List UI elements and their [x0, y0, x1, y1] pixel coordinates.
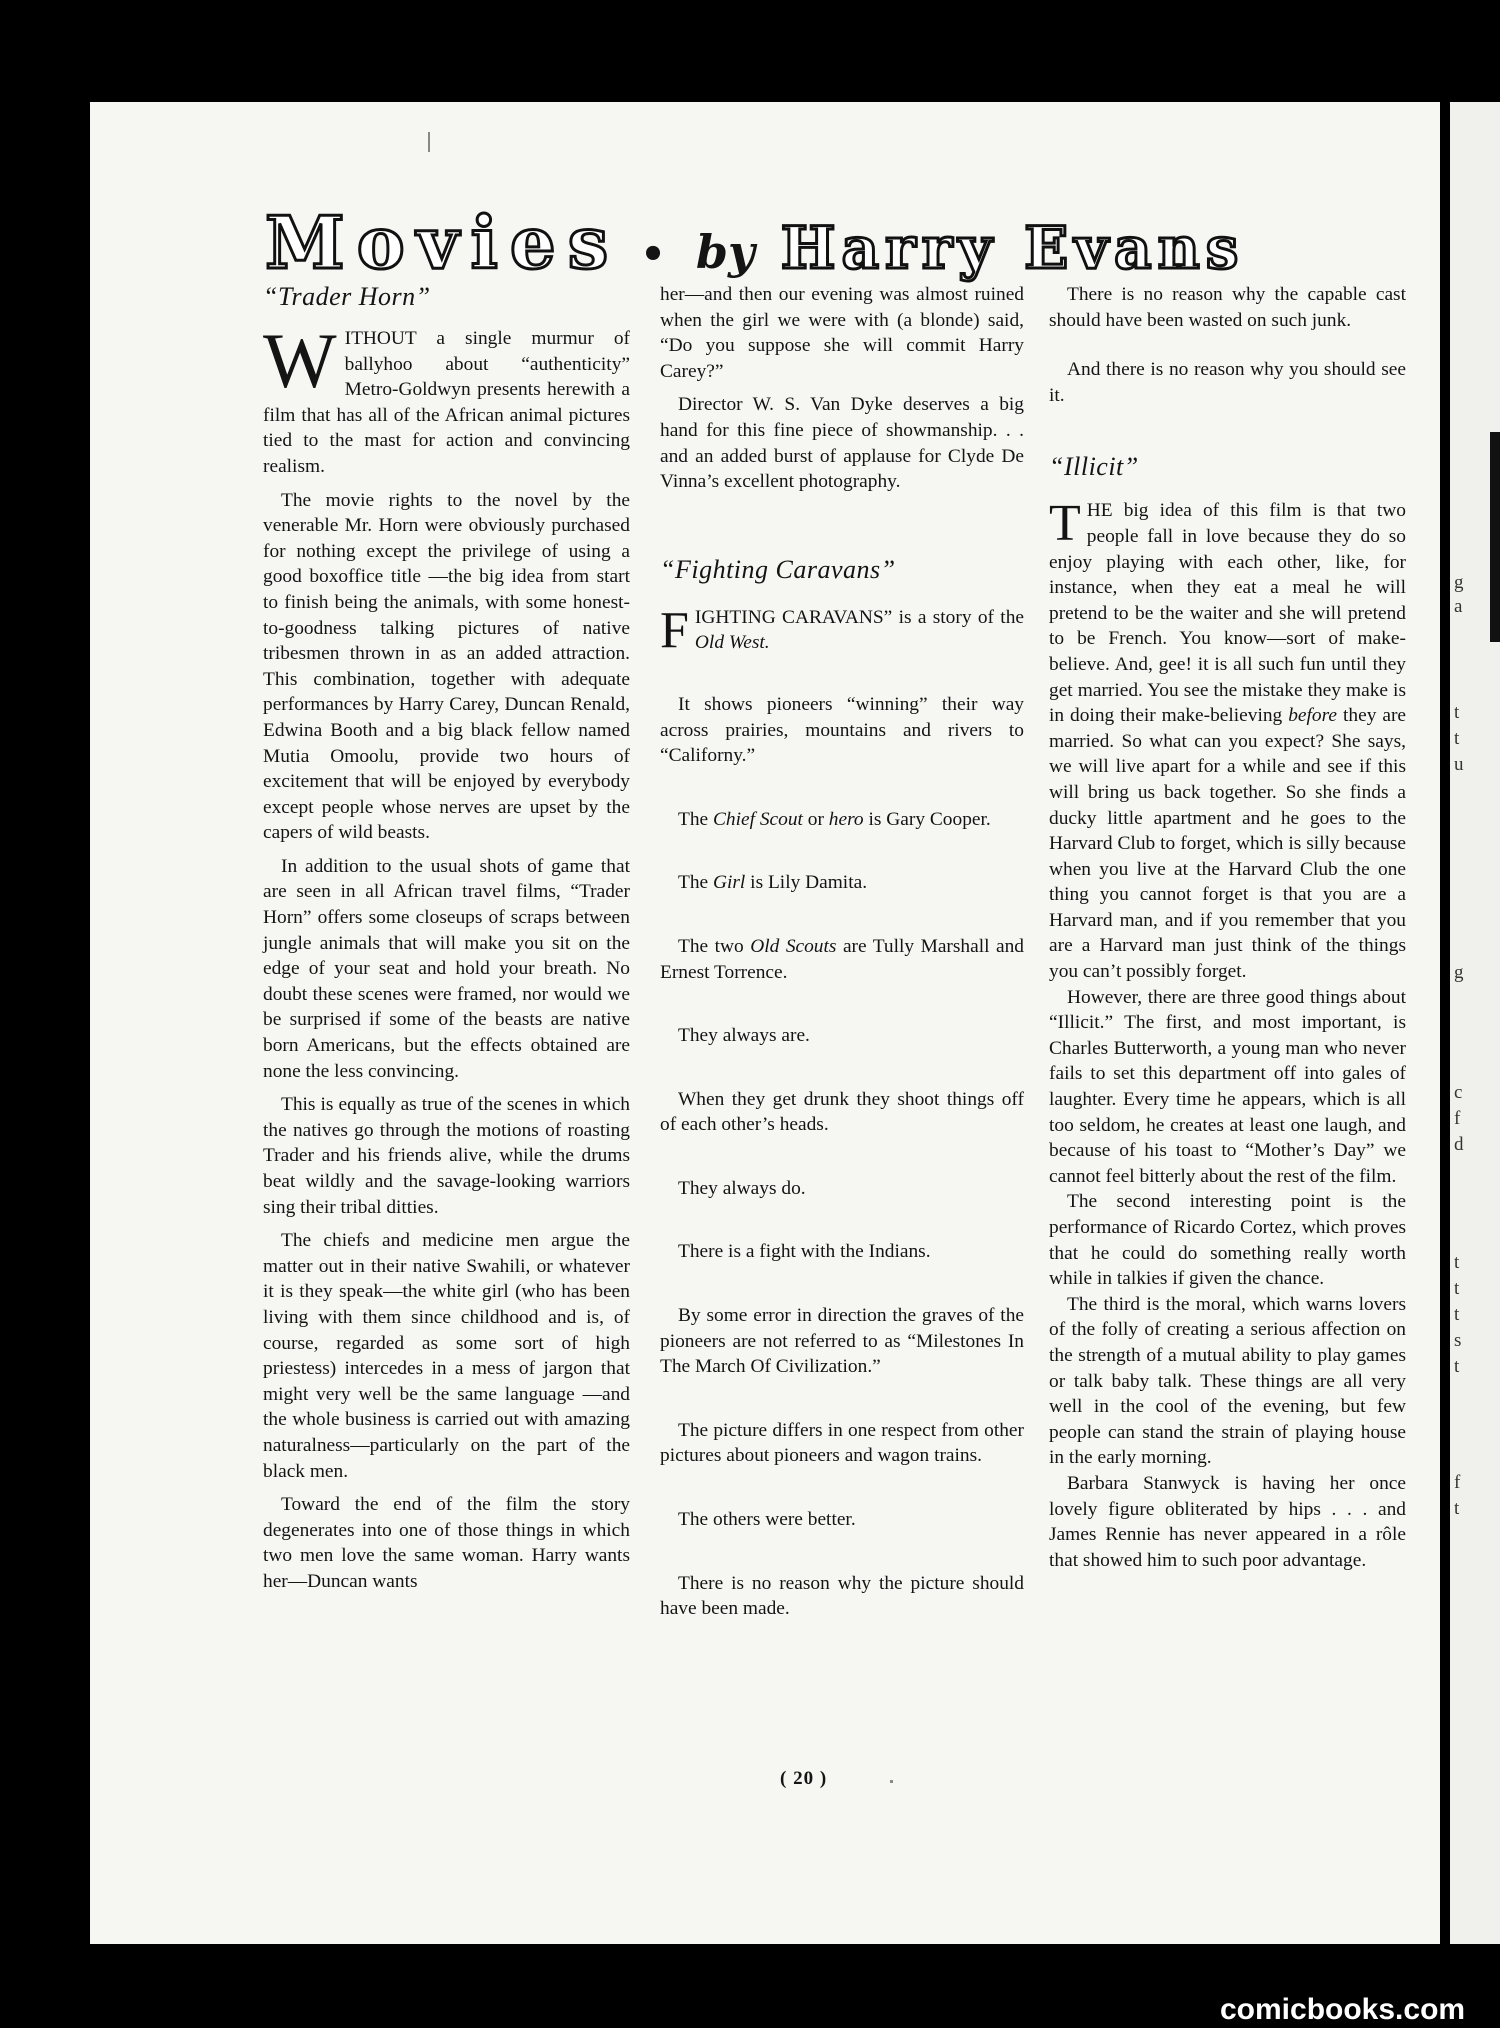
review-heading-illicit: “Illicit” — [1049, 452, 1139, 482]
adjacent-page-fragment: f — [1454, 1472, 1461, 1493]
page-number: ( 20 ) — [780, 1768, 828, 1789]
masthead-by: by — [695, 225, 755, 279]
paragraph: her—and then our evening was almost ruined when the girl we were with (a blonde) said, “Do you suppose she will commit Harry Carey?” — [660, 284, 1024, 382]
paragraph: And there is no reason why you should see it. — [1049, 359, 1406, 406]
paragraph: The Girl is Lily Damita. — [678, 872, 868, 894]
paragraph: There is no reason why the capable cast should have been wasted on such junk. — [1049, 284, 1406, 331]
paragraph: The two Old Scouts are Tully Marshall and Ernest Torrence. — [660, 935, 1025, 983]
adjacent-page-fragment: u — [1454, 754, 1464, 775]
paragraph: They always are. — [678, 1025, 810, 1047]
column-1 — [263, 282, 630, 1595]
adjacent-page-fragment: t — [1454, 1304, 1460, 1325]
paragraph: The Chief Scout or hero is Gary Cooper. — [678, 808, 991, 830]
adjacent-page-fragment: t — [1454, 1498, 1460, 1519]
paragraph: HE big idea of this film is that two people fall in love because they do so enjoy playing with each other, like, for instance, when they eat a meal he will pretend to be the waiter and she will pretend to be French. You know—sort of make-believe. And, gee! it is all such fun until they get married. You see the mistake they make is in doing their make-believing — [1049, 500, 1406, 727]
paragraph: They always do. — [678, 1177, 806, 1199]
paragraph: The second interesting point is the performance of Ricardo Cortez, which proves that he could do something really worth while in talkies if given the chance. — [1049, 1191, 1406, 1290]
paragraph: Barbara Stanwyck is having her once lovely figure obliterated by hips . . . and James Rennie has never appeared in a rôle that showed him to such poor advantage. — [1049, 1472, 1406, 1571]
adjacent-page-fragment: t — [1454, 1252, 1460, 1273]
paragraph: IGHTING CARAVANS” is a story of the — [694, 606, 1024, 628]
masthead-author: Harry Evans — [780, 214, 1245, 282]
paragraph: It shows pioneers “winning” their way across prairies, mountains and rivers to “Californy.” — [660, 693, 1024, 767]
masthead-dot: • — [640, 231, 666, 278]
paragraph: There is a fight with the Indians. — [678, 1241, 931, 1263]
adjacent-page-fragment: g — [1454, 962, 1464, 983]
emphasis: before — [1288, 705, 1338, 727]
drop-cap: T — [1049, 495, 1081, 553]
adjacent-page-fragment: t — [1454, 1278, 1460, 1299]
paragraph: When they get drunk they shoot things off of each other’s heads. — [660, 1088, 1024, 1136]
paragraph: The movie rights to the novel by the venerable Mr. Horn were obviously purchased for nothing except the privilege of using a good boxoffice title —the big idea from start to finish being the animals, with some honest-to-goodness talking pictures of native tribesmen thrown in as an added attraction. This combination, together with adequate performances by Harry Carey, Duncan Renald, Edwina Booth and a big black fellow named Mutia Omoolu, provide two hours of excitement that will be enjoyed by everybody except people whose nerves are upset by the capers of wild beasts. — [263, 489, 630, 844]
paragraph: ITHOUT a single murmur of ballyhoo about “authenticity” Metro-Goldwyn presents herewith a film that has all of the African animal pictures tied to the mast for action and convincing realism. — [263, 328, 630, 477]
paragraph: Director W. S. Van Dyke deserves a big hand for this fine piece of showmanship. . . and an added burst of applause for Clyde De Vinna’s excellent photography. — [660, 394, 1024, 493]
adjacent-page-fragment: g — [1454, 572, 1464, 593]
adjacent-page-fragment: t — [1454, 702, 1460, 723]
drop-cap: F — [660, 601, 689, 659]
drop-cap: W — [263, 317, 337, 404]
adjacent-page-fragment: t — [1454, 1356, 1460, 1377]
adjacent-page-fragment: f — [1454, 1108, 1461, 1129]
adjacent-page-fragment: a — [1454, 596, 1463, 617]
paragraph: The chiefs and medicine men argue the matter out in their native Swahili, or whatever it is they speak—the white girl (who has been living with them since childhood and is, of course, regarded as some sort of high priestess) intercedes in a mess of jargon that might very well be the same language —and the whole business is carried out with amazing naturalness—particularly on the part of the black men. — [263, 1230, 630, 1482]
column-3: There is no reason why the capable cast should have been wasted on such junk. And there is no reason why you should see it. “Illicit” THE big idea of this film is that two people fall in love because they do so enjoy playing with each other, like, for instance, when they eat a meal he will pretend to be the waiter and she will pretend to be French. You know—sort of make-believe. And, gee! it is all such fun until they get married. You see the mistake they make is in doing their make-believing before they are married. So what can you expect? She says, we will live apart for a while and see if this will bring us back together. So she finds a ducky little apartment and he goes to the Harvard Club to forget, which is silly because when you live at the Harvard Club the one thing you cannot forget is that you are a Harvard man, and if you remember that you are a Harvard man just think of the things you can’t possibly forget. However, there are three good things about “Illicit.” The first, and most important, is Charles Butterworth, a young man who never fails to set this department off into gales of laughter. Every time he appears, which is all too seldom, he creates at least one laugh, and because of his toast to “Mother’s Day” we cannot feel bitterly about the rest of the film. The second interesting point is the performance of Ricardo Cortez, which proves that he could do something really worth while in talkies if given the chance. The third is the moral, which warns lovers of the folly of creating a serious affection on the strength of a mutual ability to play games or talk baby talk. These things are all very well in the cool of the evening, but few people can stand the strain of playing house in the early morning. Barbara Stanwyck is having her once lovely figure obliterated by hips . . . and James Rennie has never appeared in a rôle that showed him to such poor advantage. — [1049, 282, 1406, 1573]
paragraph: By some error in direction the graves of the pioneers are not referred to as “Milestones In The March Of Civilization.” — [660, 1305, 1024, 1378]
review-heading-fighting-caravans: “Fighting Caravans” — [660, 554, 896, 584]
adjacent-page-fragment: d — [1454, 1134, 1464, 1155]
masthead — [265, 200, 1405, 285]
paragraph: However, there are three good things about “Illicit.” The first, and most important, is Charles Butterworth, a young man who never fails to set this department off into gales of laughter. Every time he appears, which is all too seldom, he creates at least one laugh, and because of his toast to “Mother’s Day” we cannot feel bitterly about the rest of the film. — [1049, 986, 1406, 1187]
paragraph: Toward the end of the film the story degenerates into one of those things in which two men love the same woman. Harry wants her—Duncan wants — [263, 1494, 630, 1592]
adjacent-page-fragment: c — [1454, 1082, 1463, 1103]
column-2 — [660, 282, 1024, 1622]
adjacent-page-graphic — [1490, 432, 1500, 642]
paragraph: In addition to the usual shots of game that are seen in all African travel films, “Trader Horn” offers some closeups of scraps between jungle animals that will make you sit on the edge of your seat and hold your breath. No doubt these scenes were framed, nor would we be surprised if some of the beasts are native born Americans, but the effects obtained are none the less convincing. — [263, 855, 630, 1082]
adjacent-page-edge — [1450, 102, 1500, 1944]
paragraph: The others were better. — [678, 1509, 856, 1531]
paragraph: This is equally as true of the scenes in which the natives go through the motions of roasting Trader and his friends alive, while the drums beat wildly and the savage-looking warriors sing their tribal ditties. — [263, 1094, 630, 1218]
adjacent-page-fragment: t — [1454, 728, 1460, 749]
adjacent-page-fragment: s — [1454, 1330, 1462, 1351]
print-speck — [428, 132, 430, 152]
masthead-title: Movies — [265, 200, 621, 285]
emphasis: Old West. — [694, 632, 770, 654]
paragraph: The third is the moral, which warns lovers of the folly of creating a serious affection on the strength of a mutual ability to play games or talk baby talk. These things are all very well in the cool of the evening, but few people can stand the strain of playing house in the early morning. — [1049, 1293, 1406, 1469]
paragraph: There is no reason why the picture should have been made. — [660, 1572, 1024, 1620]
watermark: comicbooks.com — [1220, 1993, 1466, 2026]
review-heading-trader-horn: “Trader Horn” — [263, 282, 431, 311]
paragraph: The picture differs in one respect from other pictures about pioneers and wagon trains. — [660, 1419, 1024, 1467]
print-speck — [890, 1780, 893, 1783]
